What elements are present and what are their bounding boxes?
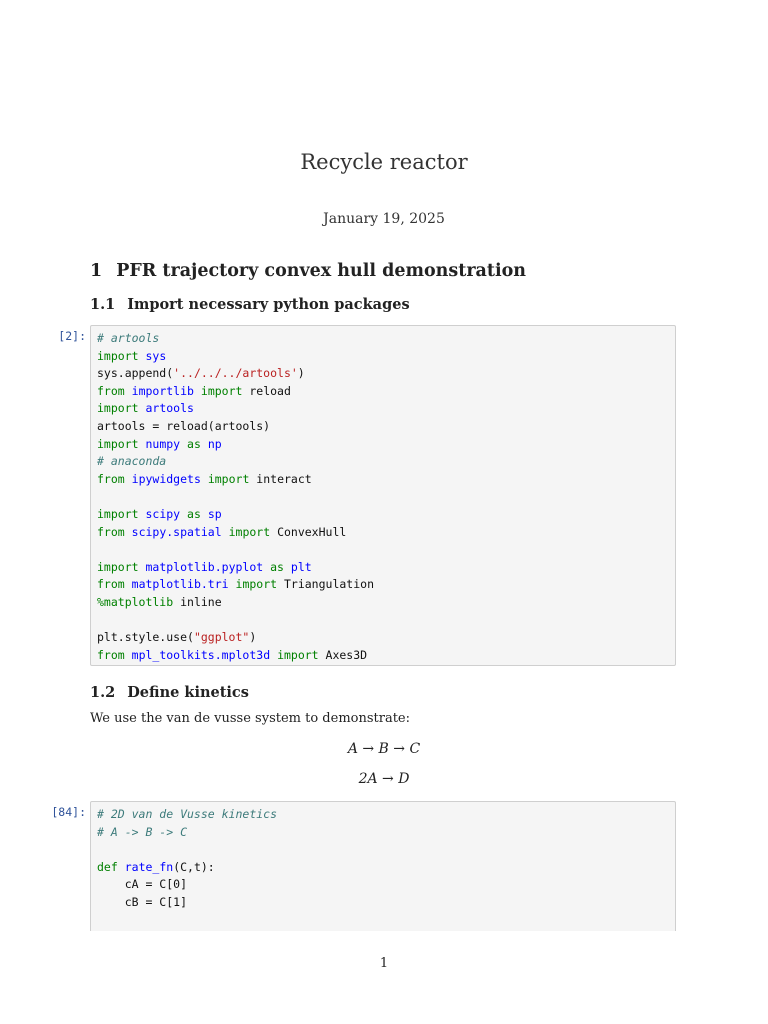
code-token: "ggplot" bbox=[193, 630, 250, 645]
section-heading-1 bbox=[90, 261, 526, 281]
document-date: January 19, 2025 bbox=[323, 211, 445, 227]
code-token: import bbox=[228, 524, 271, 539]
code-token bbox=[201, 507, 208, 521]
equation: A → B → C bbox=[347, 741, 421, 757]
code-token bbox=[180, 507, 187, 521]
code-line bbox=[97, 453, 669, 471]
code-token: # 2D van de Vusse kinetics bbox=[97, 807, 278, 821]
code-token bbox=[125, 648, 132, 662]
code-token: ) bbox=[249, 630, 257, 645]
subsection-number: 1.1 bbox=[90, 296, 116, 313]
code-token: as bbox=[187, 506, 201, 521]
code-token: import bbox=[235, 577, 278, 592]
section-title: PFR trajectory convex hull demonstration bbox=[116, 261, 527, 281]
code-token: import bbox=[277, 647, 319, 662]
code-token bbox=[125, 577, 132, 591]
code-line bbox=[97, 400, 669, 418]
code-token bbox=[222, 525, 229, 539]
code-token bbox=[125, 472, 132, 486]
code-token: import bbox=[97, 559, 139, 574]
code-token bbox=[201, 437, 208, 451]
code-line bbox=[97, 841, 669, 859]
code-token: # A -> B -> C bbox=[97, 824, 188, 839]
code-token: numpy bbox=[145, 436, 181, 451]
code-token: importlib bbox=[131, 383, 194, 398]
code-token: plt.style.use( bbox=[97, 630, 194, 645]
code-token: import bbox=[97, 436, 139, 451]
code-line bbox=[97, 506, 669, 524]
code-token bbox=[201, 472, 208, 486]
code-token: as bbox=[270, 559, 284, 574]
code-token bbox=[180, 437, 187, 451]
code-line bbox=[97, 365, 669, 383]
code-cell[interactable] bbox=[90, 325, 676, 666]
code-token: Triangulation bbox=[277, 577, 374, 592]
page-number: 1 bbox=[379, 956, 389, 971]
code-line bbox=[97, 824, 669, 842]
code-line bbox=[97, 471, 669, 489]
code-token: def bbox=[97, 859, 118, 874]
subsection-title: Import necessary python packages bbox=[127, 296, 410, 313]
code-token: '../../../artools' bbox=[173, 366, 298, 381]
code-line bbox=[97, 912, 669, 930]
code-line bbox=[97, 524, 669, 542]
code-token: from bbox=[97, 577, 125, 592]
code-token: from bbox=[97, 524, 125, 539]
code-line bbox=[97, 348, 669, 366]
code-token: artools bbox=[145, 401, 194, 416]
code-line bbox=[97, 559, 669, 577]
code-token: np bbox=[207, 436, 222, 451]
code-line bbox=[97, 894, 669, 912]
code-token: scipy.spatial bbox=[131, 524, 222, 539]
code-line bbox=[97, 647, 669, 665]
code-token: scipy bbox=[145, 506, 181, 521]
code-token: rate_fn bbox=[124, 859, 174, 874]
code-token bbox=[118, 860, 125, 874]
code-line bbox=[97, 859, 669, 877]
code-token: sys.append( bbox=[97, 366, 174, 381]
code-token: artools = reload(artools) bbox=[97, 418, 271, 433]
code-token: import bbox=[200, 383, 243, 398]
code-token: ) bbox=[297, 366, 305, 381]
code-token bbox=[125, 384, 132, 398]
code-line bbox=[97, 594, 669, 612]
code-line bbox=[97, 612, 669, 630]
code-token: ipywidgets bbox=[131, 471, 201, 486]
section-number: 1 bbox=[90, 261, 103, 281]
code-token: Axes3D bbox=[318, 647, 368, 662]
code-line bbox=[97, 541, 669, 559]
code-line bbox=[97, 576, 669, 594]
code-line bbox=[97, 418, 669, 436]
code-token: sp bbox=[207, 506, 222, 521]
cell-prompt: [84]: bbox=[51, 805, 86, 819]
code-token: from bbox=[97, 647, 125, 662]
code-token bbox=[194, 384, 201, 398]
code-line bbox=[97, 330, 669, 348]
cell-prompt: [2]: bbox=[58, 329, 86, 343]
code-token: from bbox=[97, 471, 125, 486]
code-token: as bbox=[187, 436, 201, 451]
code-token: # artools bbox=[97, 331, 160, 345]
code-token: reload bbox=[242, 383, 291, 398]
code-token bbox=[284, 560, 291, 574]
code-line bbox=[97, 629, 669, 647]
code-cell[interactable] bbox=[90, 801, 676, 931]
equation: 2A → D bbox=[358, 771, 410, 787]
code-token bbox=[125, 525, 132, 539]
document-title: Recycle reactor bbox=[300, 150, 468, 174]
code-token: import bbox=[207, 471, 250, 486]
code-line bbox=[97, 876, 669, 894]
subsection-title: Define kinetics bbox=[127, 684, 249, 701]
code-token: import bbox=[97, 401, 139, 416]
subsection-heading-1-2 bbox=[90, 684, 249, 701]
code-token: matplotlib.tri bbox=[131, 577, 229, 592]
code-token bbox=[229, 577, 236, 591]
paragraph-text: We use the van de vusse system to demonstrate: bbox=[90, 711, 410, 726]
code-token: cB = C[1] bbox=[97, 894, 188, 909]
code-line bbox=[97, 436, 669, 454]
code-token: sys bbox=[145, 348, 167, 363]
code-token: (C,t): bbox=[173, 859, 215, 874]
code-line bbox=[97, 806, 669, 824]
code-token: interact bbox=[249, 471, 312, 486]
code-token: cA = C[0] bbox=[97, 877, 188, 892]
code-token: inline bbox=[173, 594, 222, 609]
code-token: plt bbox=[290, 559, 312, 574]
code-line bbox=[97, 488, 669, 506]
code-token: ConvexHull bbox=[270, 524, 347, 539]
code-token: import bbox=[97, 348, 139, 363]
subsection-heading-1-1 bbox=[90, 296, 410, 313]
code-line bbox=[97, 383, 669, 401]
code-token: mpl_toolkits.mplot3d bbox=[131, 647, 271, 662]
code-token: # anaconda bbox=[97, 454, 167, 469]
code-token: matplotlib.pyplot bbox=[145, 559, 264, 574]
subsection-number: 1.2 bbox=[90, 684, 116, 701]
code-token: import bbox=[97, 506, 139, 521]
code-token: from bbox=[97, 383, 125, 398]
code-token: %matplotlib bbox=[97, 594, 174, 609]
